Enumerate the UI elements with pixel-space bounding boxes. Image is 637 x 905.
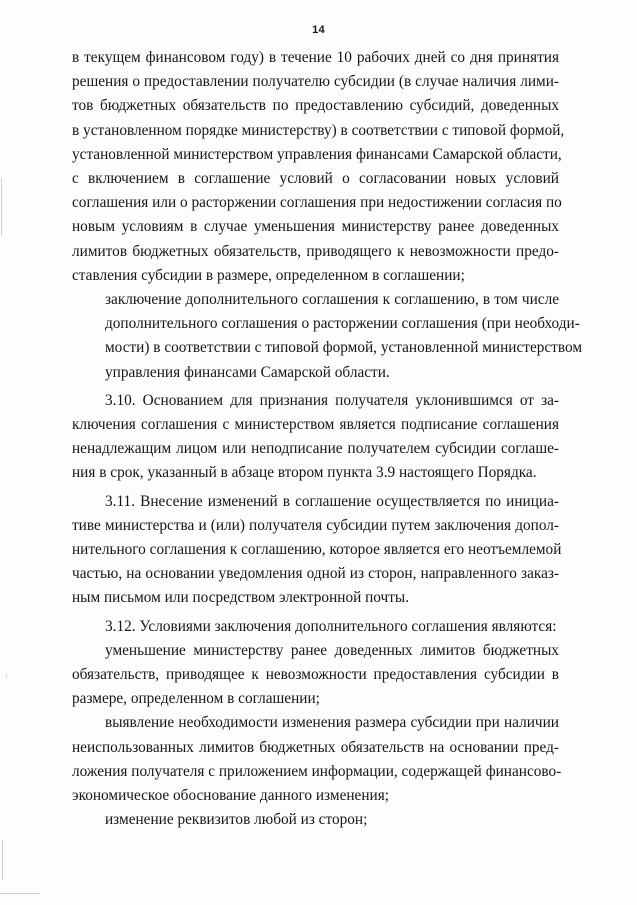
text-line: нительного соглашения к соглашению, которое является его неотъемлемой [72, 541, 562, 559]
text-line: ния в срок, указанный в абзаце втором пункта 3.9 настоящего Порядка. [72, 464, 537, 482]
paragraph-subsidy-agreement-terms [72, 46, 565, 288]
text-line: заключение дополнительного соглашения к соглашению, в том числе [105, 291, 559, 309]
text-line: ставления субсидии в размере, определенном в соглашении; [72, 266, 465, 284]
text-line: 3.11. Внесение изменений в соглашение осуществляется по инициа- [105, 492, 559, 510]
paragraph-3-11 [72, 490, 562, 611]
text-line: экономическое обоснование данного изменения; [72, 787, 389, 805]
text-line: дополнительного соглашения о расторжении соглашения (при необходи- [105, 315, 580, 333]
text-line: ным письмом или посредством электронной почты. [72, 589, 410, 607]
text-line: тов бюджетных обязательств по предоставлению субсидий, доведенных [72, 97, 559, 115]
text-line: 3.12. Условиями заключения дополнительного соглашения являются: [105, 617, 557, 635]
page-number: 14 [312, 24, 325, 36]
text-line: 3.10. Основанием для признания получателя уклонившимся от за- [105, 391, 559, 409]
text-line: изменение реквизитов любой из сторон; [105, 811, 368, 829]
text-line: соглашения или о расторжении соглашения при недостижении согласия по [72, 194, 562, 212]
text-line: частью, на основании уведомления одной из сторон, направленного заказ- [72, 565, 559, 583]
list-item-subsidy-size-change [72, 711, 562, 808]
text-line: тиве министерства и (или) получателя субсидии путем заключения допол- [72, 516, 559, 534]
scan-artifact [2, 840, 3, 880]
text-line: установленной министерством управления финансами Самарской области, [72, 145, 562, 163]
text-line: новым условиям в случае уменьшения министерству ранее доведенных [72, 218, 559, 236]
text-line: уменьшение министерству ранее доведенных лимитов бюджетных [105, 641, 559, 659]
text-line: ненадлежащим лицом или неподписание получателем субсидии соглаше- [72, 440, 559, 458]
list-item-requisites-change [72, 808, 559, 832]
scan-artifact [1, 178, 2, 236]
text-line: лимитов бюджетных обязательств, приводящего к невозможности предо- [72, 242, 559, 260]
paragraph-3-10 [72, 389, 559, 486]
list-item-limits-reduction [72, 639, 559, 712]
text-line: управления финансами Самарской области. [105, 363, 390, 381]
text-line: решения о предоставлении получателю субсидии (в случае наличия лими- [72, 73, 559, 91]
document-body [72, 46, 583, 833]
text-line: в установленном порядке министерству) в соответствии с типовой формой, [72, 121, 565, 139]
text-line: обязательств, приводящее к невозможности предоставления субсидии в [72, 666, 559, 684]
scan-artifact [0, 893, 40, 894]
paragraph-3-12 [72, 615, 559, 639]
text-line: неиспользованных лимитов бюджетных обязательств на основании пред- [72, 738, 559, 756]
text-line: ложения получателя с приложением информации, содержащей финансово- [72, 762, 562, 780]
text-line: в текущем финансовом году) в течение 10 рабочих дней со дня принятия [72, 49, 559, 66]
paragraph-additional-agreement [72, 288, 583, 385]
text-line: мости) в соответствии с типовой формой, установленной министерством [105, 339, 583, 357]
text-line: выявление необходимости изменения размера субсидии при наличии [105, 714, 559, 732]
text-line: ключения соглашения с министерством является подписание соглашения [72, 416, 559, 434]
text-line: с включением в соглашение условий о согласовании новых условий [72, 170, 559, 188]
scan-artifact [6, 675, 7, 678]
text-line: размере, определенном в соглашении; [72, 690, 320, 708]
